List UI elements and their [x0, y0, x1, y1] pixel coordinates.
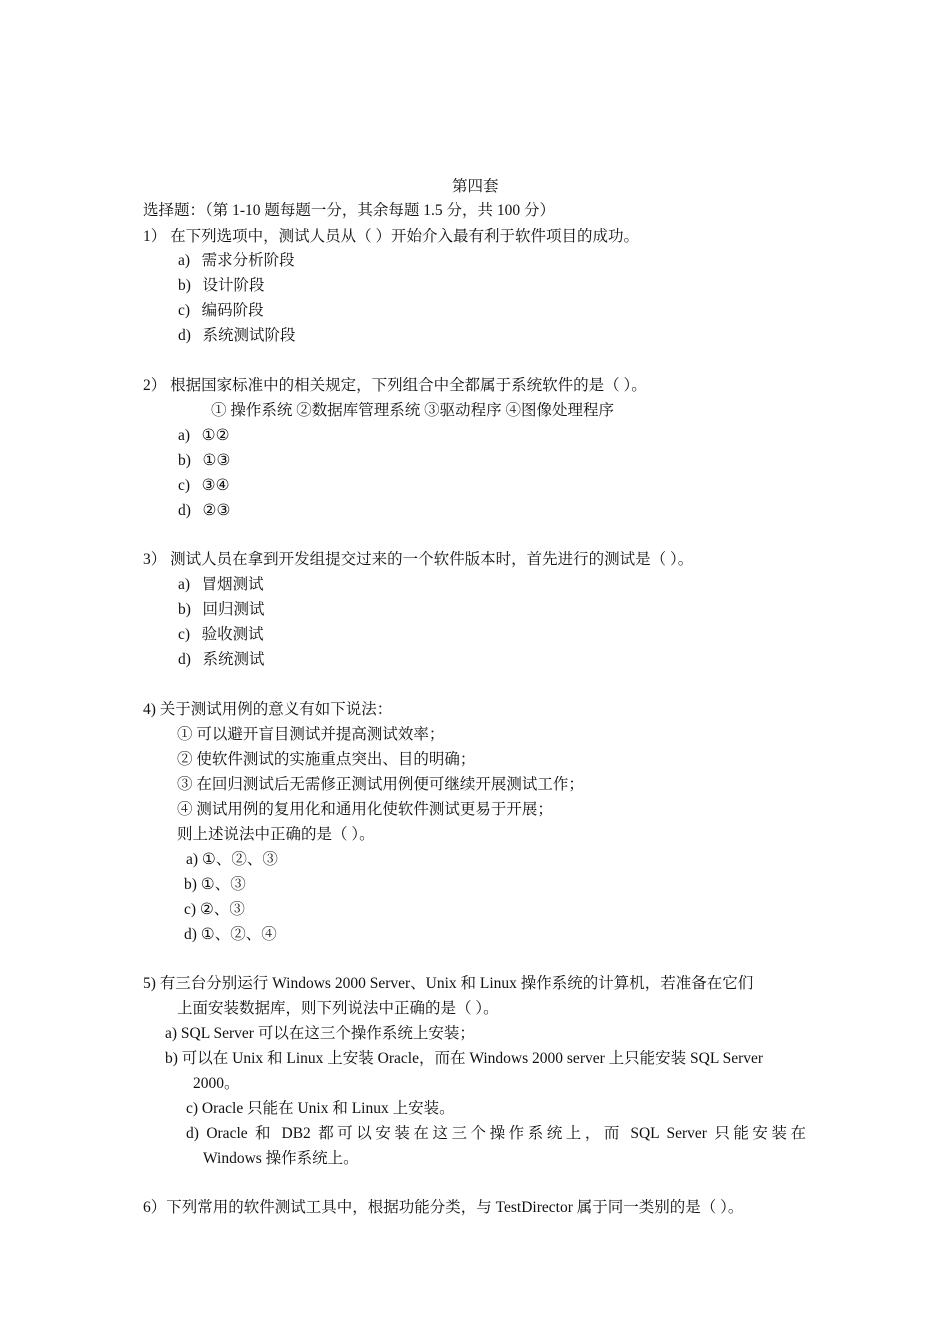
question-2-option-d [178, 501, 230, 521]
question-4-question: 则上述说法中正确的是（ ）。 [177, 826, 375, 843]
option-label: d) [178, 502, 191, 519]
question-2-stem: 2） 根据国家标准中的相关规定，下列组合中全都属于系统软件的是（ ）。 [143, 377, 647, 394]
option-text: ①、②、④ [200, 926, 277, 943]
question-4-statement-2: ② 使软件测试的实施重点突出、目的明确； [177, 751, 476, 768]
option-label: a) [178, 427, 191, 444]
question-5-option-b-line-1: b) 可以在 Unix 和 Linux 上安装 Oracle，而在 Windows 2000 server 上只能安装 SQL Server [165, 1050, 764, 1067]
question-5-option-b-line-2: 2000。 [193, 1075, 240, 1092]
option-text: ①、③ [200, 876, 246, 893]
question-3-option-d [178, 650, 265, 670]
question-1-option-d [178, 326, 296, 346]
doc-header: 选择题：（第 1-10 题每题一分，其余每题 1.5 分，共 100 分） [143, 202, 556, 219]
question-3-option-a [178, 575, 264, 595]
option-text: 系统测试 [202, 651, 265, 668]
option-text: ②③ [202, 502, 231, 519]
option-label: c) [178, 302, 191, 319]
question-3-stem: 3） 测试人员在拿到开发组提交过来的一个软件版本时，首先进行的测试是（ ）。 [143, 551, 694, 568]
question-5-option-c: c) Oracle 只能在 Unix 和 Linux 上安装。 [186, 1100, 455, 1117]
option-text: 编码阶段 [201, 302, 264, 319]
option-label: d) [178, 651, 191, 668]
question-5-option-a: a) SQL Server 可以在这三个操作系统上安装； [165, 1025, 475, 1042]
option-text: ①③ [202, 452, 231, 469]
option-text: 验收测试 [201, 626, 264, 643]
option-label: a) [178, 576, 191, 593]
option-text: 需求分析阶段 [201, 252, 295, 269]
question-4-option-d [184, 925, 277, 945]
question-4-statement-1: ① 可以避开盲目测试并提高测试效率； [177, 726, 445, 743]
option-label: d) [178, 327, 191, 344]
question-1-option-c [178, 301, 264, 321]
option-text: 系统测试阶段 [202, 327, 296, 344]
question-5-option-d-line-1: d) Oracle 和 DB2 都可以安装在这三个操作系统上，而 SQL Server 只能安装在 [186, 1125, 806, 1142]
question-2-option-c [178, 476, 229, 496]
option-label: c) [184, 901, 197, 918]
question-4-statement-4: ④ 测试用例的复用化和通用化使软件测试更易于开展； [177, 801, 553, 818]
question-4-option-b [184, 875, 246, 895]
option-text: ①② [201, 427, 230, 444]
option-text: 设计阶段 [202, 277, 265, 294]
question-2-option-a [178, 426, 229, 446]
option-label: c) [178, 477, 191, 494]
question-4-stem: 4) 关于测试用例的意义有如下说法： [143, 701, 393, 718]
option-label: b) [178, 277, 191, 294]
option-label: d) [184, 926, 197, 943]
question-1-option-b [178, 276, 265, 296]
question-2-note: ① 操作系统 ②数据库管理系统 ③驱动程序 ④图像处理程序 [211, 402, 615, 419]
question-3-option-b [178, 600, 265, 620]
question-2-option-b [178, 451, 230, 471]
question-4-option-a [186, 850, 278, 870]
question-5-stem-line-2: 上面安装数据库，则下列说法中正确的是（ ）。 [177, 1000, 499, 1017]
question-3-option-c [178, 625, 264, 645]
option-label: b) [178, 452, 191, 469]
option-label: c) [178, 626, 191, 643]
option-label: a) [178, 252, 191, 269]
doc-title: 第四套 [452, 178, 499, 195]
question-1-option-a [178, 251, 295, 271]
option-text: 冒烟测试 [201, 576, 264, 593]
option-label: b) [178, 601, 191, 618]
question-4-statement-3: ③ 在回归测试后无需修正测试用例便可继续开展测试工作； [177, 776, 584, 793]
option-text: ①、②、③ [201, 851, 278, 868]
option-text: 回归测试 [202, 601, 265, 618]
question-4-option-c [184, 900, 245, 920]
question-5-option-d-line-2: Windows 操作系统上。 [203, 1150, 359, 1167]
option-label: b) [184, 876, 197, 893]
question-6-stem: 6）下列常用的软件测试工具中，根据功能分类，与 TestDirector 属于同一类别的是（ ）。 [143, 1199, 744, 1216]
question-1-stem: 1） 在下列选项中，测试人员从（ ）开始介入最有利于软件项目的成功。 [143, 228, 640, 245]
option-text: ②、③ [199, 901, 245, 918]
option-text: ③④ [201, 477, 230, 494]
option-label: a) [186, 851, 199, 868]
question-5-stem-line-1: 5) 有三台分别运行 Windows 2000 Server、Unix 和 Linux 操作系统的计算机，若准备在它们 [143, 975, 754, 992]
